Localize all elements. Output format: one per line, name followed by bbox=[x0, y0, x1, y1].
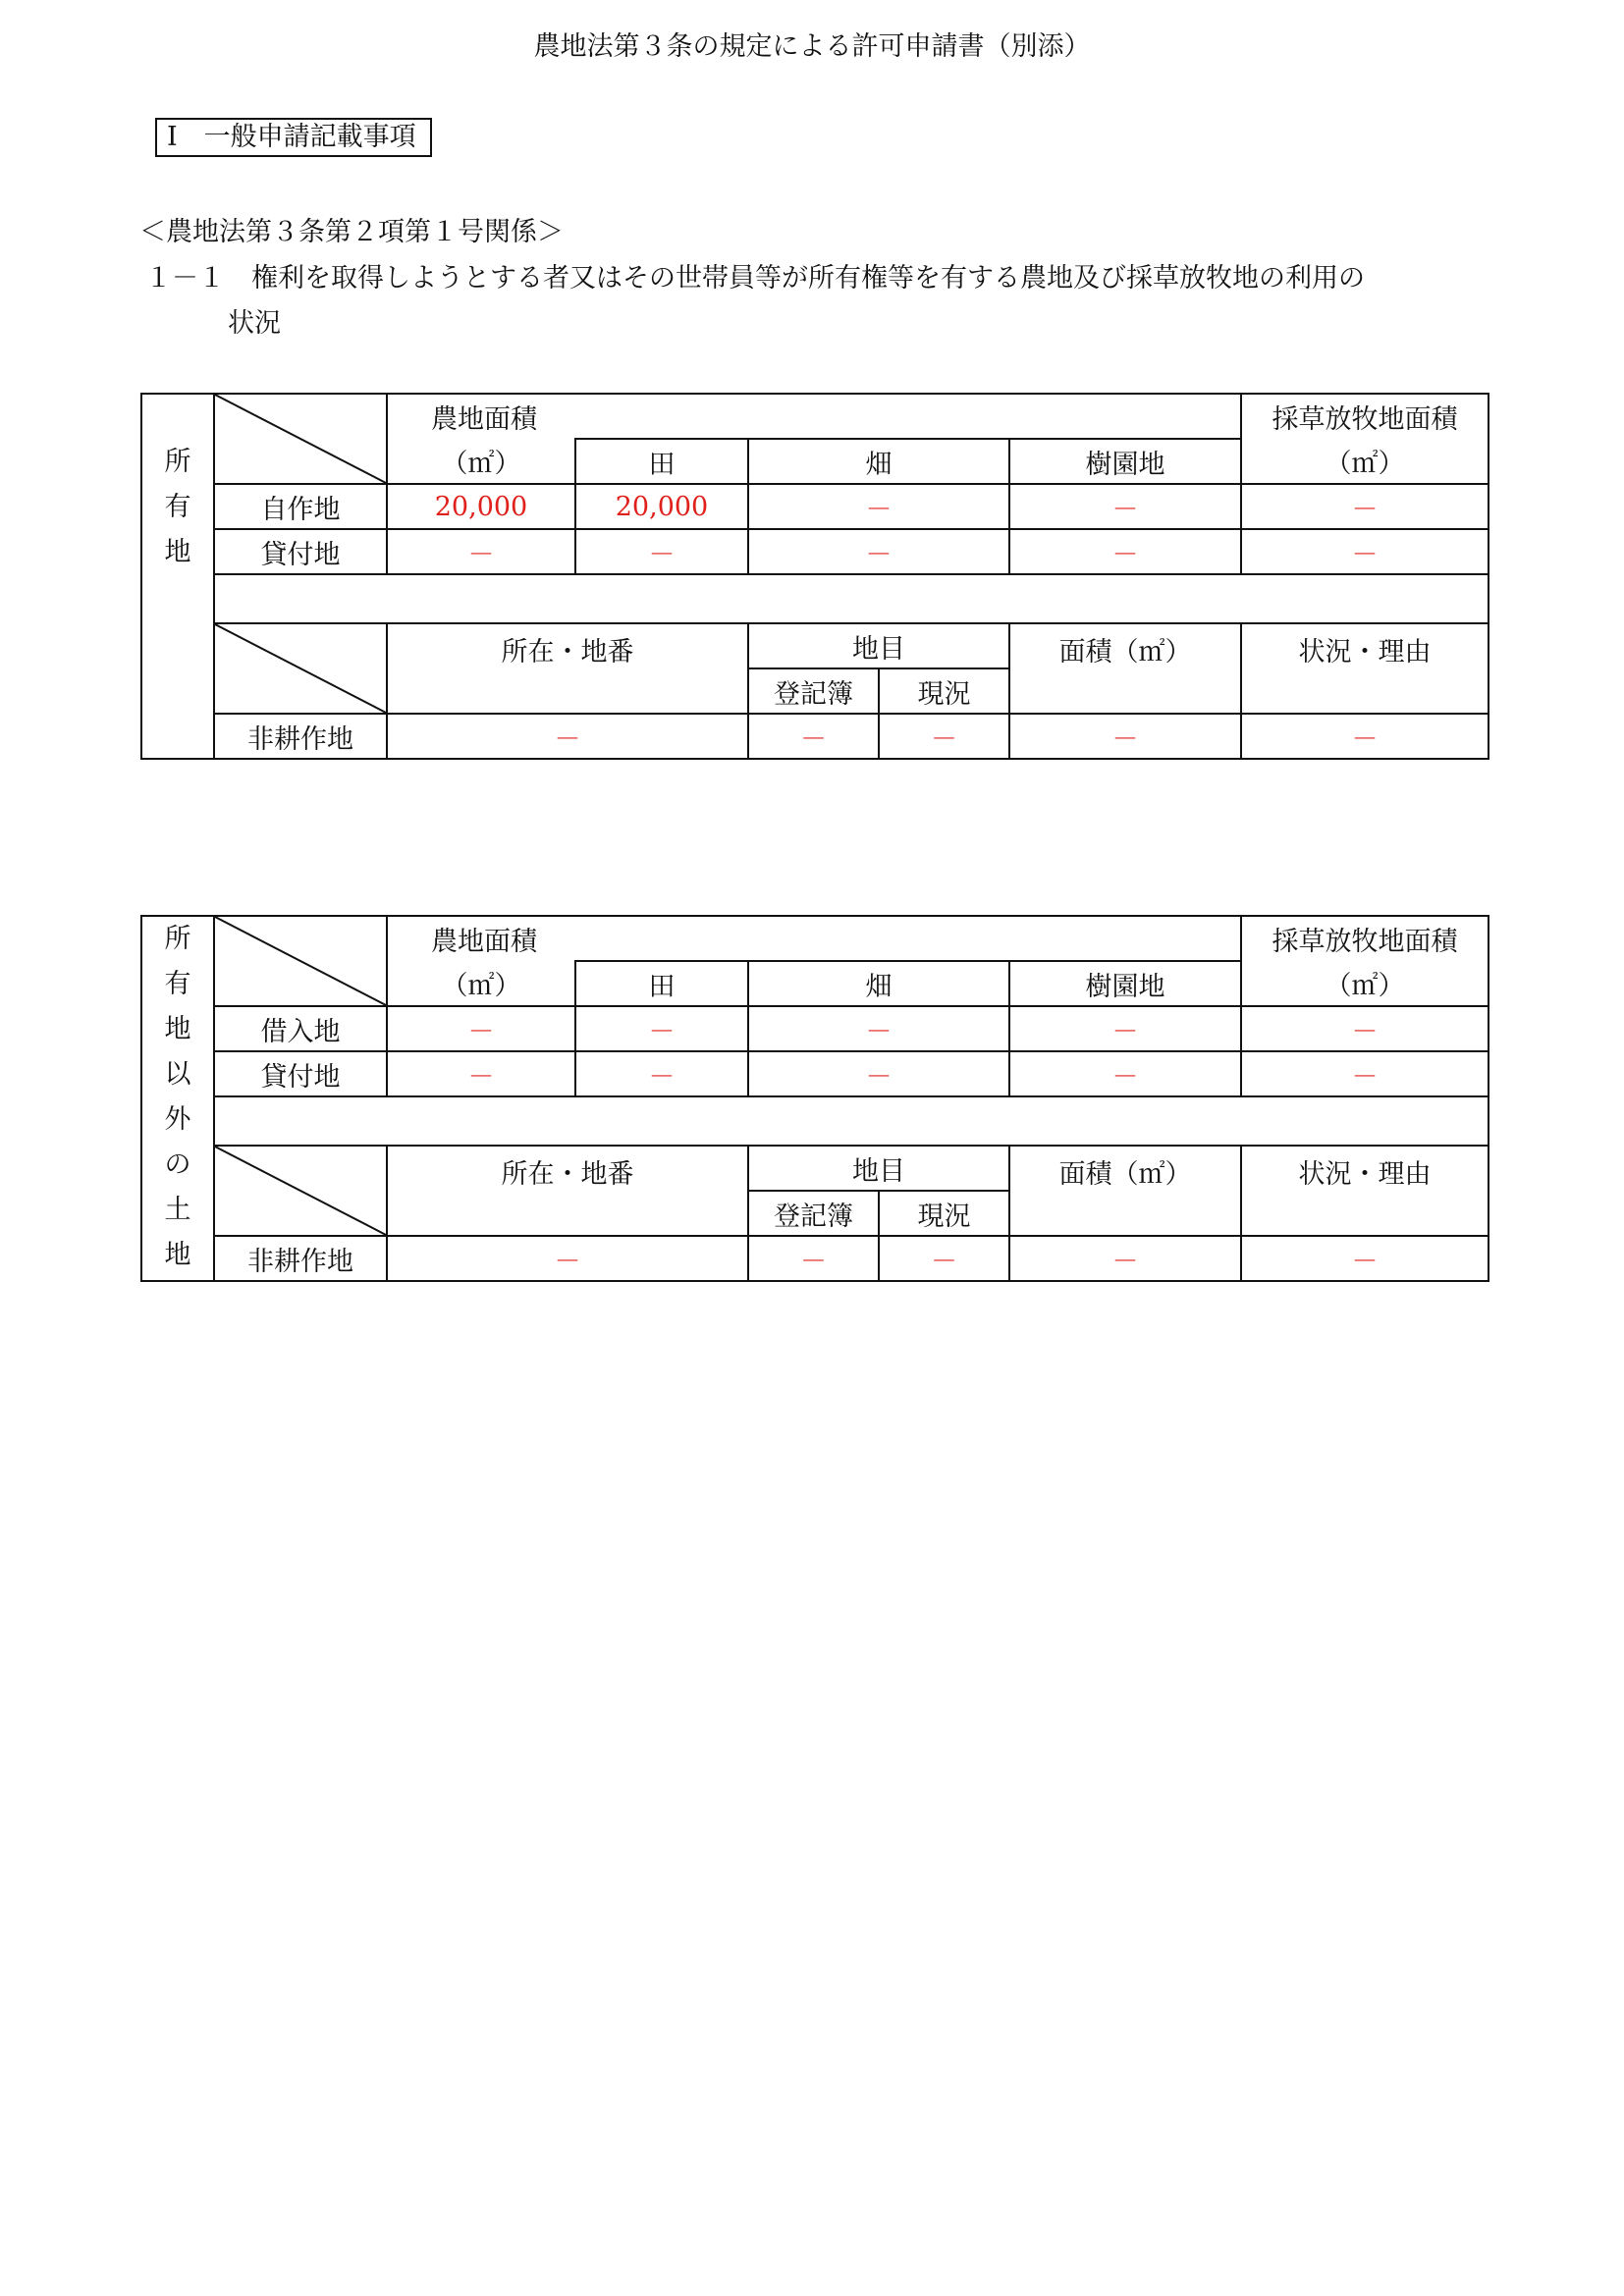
table-row bbox=[141, 484, 1489, 529]
farm-area-value: － bbox=[387, 529, 575, 574]
location-header: 所在・地番 bbox=[387, 623, 748, 714]
land-category-header: 地目 bbox=[748, 623, 1009, 668]
field-header: 畑 bbox=[748, 439, 1009, 484]
table-row bbox=[141, 529, 1489, 574]
row-label: 貸付地 bbox=[214, 1051, 387, 1096]
orchard-header: 樹園地 bbox=[1009, 439, 1241, 484]
side-label-non-owned: 所 有 地 以 外 の 土 地 bbox=[141, 916, 214, 1281]
orchard-header: 樹園地 bbox=[1009, 961, 1241, 1006]
farm-area-header: 農地面積 bbox=[387, 394, 1241, 439]
spacer-row bbox=[214, 574, 1489, 623]
location-value: － bbox=[387, 714, 748, 759]
register-header: 登記簿 bbox=[748, 1191, 879, 1236]
law-heading: ＜農地法第３条第２項第１号関係＞ bbox=[139, 217, 564, 247]
status-value: － bbox=[1241, 1236, 1489, 1281]
field-value: － bbox=[748, 484, 1009, 529]
row-label: 自作地 bbox=[214, 484, 387, 529]
pasture-value: － bbox=[1241, 484, 1489, 529]
pasture-unit: （㎡） bbox=[1241, 439, 1489, 484]
farm-area-unit: （㎡） bbox=[387, 961, 575, 1006]
register-value: － bbox=[748, 714, 879, 759]
field-value: － bbox=[748, 529, 1009, 574]
pasture-area-header: 採草放牧地面積 bbox=[1241, 916, 1489, 961]
table-row bbox=[141, 714, 1489, 759]
paddy-header: 田 bbox=[575, 439, 748, 484]
current-value: － bbox=[879, 1236, 1009, 1281]
field-value: － bbox=[748, 1006, 1009, 1051]
spacer-row bbox=[214, 1096, 1489, 1146]
farm-area-unit: （㎡） bbox=[387, 439, 575, 484]
diagonal-header-cell bbox=[214, 1146, 387, 1236]
farm-area-header: 農地面積 bbox=[387, 916, 1241, 961]
pasture-value: － bbox=[1241, 1006, 1489, 1051]
document-title: 農地法第３条の規定による許可申請書（別添） bbox=[533, 31, 1091, 62]
diagonal-header-cell bbox=[214, 623, 387, 714]
current-header: 現況 bbox=[879, 1191, 1009, 1236]
field-header: 畑 bbox=[748, 961, 1009, 1006]
status-reason-header: 状況・理由 bbox=[1241, 1146, 1489, 1236]
orchard-value: － bbox=[1009, 529, 1241, 574]
location-header: 所在・地番 bbox=[387, 1146, 748, 1236]
paddy-value: － bbox=[575, 1006, 748, 1051]
diagonal-header-cell bbox=[214, 394, 387, 484]
register-value: － bbox=[748, 1236, 879, 1281]
current-header: 現況 bbox=[879, 668, 1009, 714]
paddy-header: 田 bbox=[575, 961, 748, 1006]
pasture-value: － bbox=[1241, 529, 1489, 574]
row-label: 非耕作地 bbox=[214, 1236, 387, 1281]
item-1-1-line1: １－１ 権利を取得しようとする者又はその世帯員等が所有権等を有する農地及び採草放牧地の利用の bbox=[145, 263, 1365, 294]
paddy-value: － bbox=[575, 1051, 748, 1096]
area-value: － bbox=[1009, 1236, 1241, 1281]
farm-area-value: － bbox=[387, 1051, 575, 1096]
pasture-value: － bbox=[1241, 1051, 1489, 1096]
pasture-area-header: 採草放牧地面積 bbox=[1241, 394, 1489, 439]
area-header: 面積（㎡） bbox=[1009, 1146, 1241, 1236]
orchard-value: － bbox=[1009, 484, 1241, 529]
area-value: － bbox=[1009, 714, 1241, 759]
table-row bbox=[141, 1006, 1489, 1051]
orchard-value: － bbox=[1009, 1006, 1241, 1051]
location-value: － bbox=[387, 1236, 748, 1281]
orchard-value: － bbox=[1009, 1051, 1241, 1096]
diagonal-header-cell bbox=[214, 916, 387, 1006]
row-label: 借入地 bbox=[214, 1006, 387, 1051]
register-header: 登記簿 bbox=[748, 668, 879, 714]
table-row bbox=[141, 1236, 1489, 1281]
farm-area-value: 20,000 bbox=[387, 484, 575, 529]
farm-area-value: － bbox=[387, 1006, 575, 1051]
row-label: 貸付地 bbox=[214, 529, 387, 574]
owned-land-table bbox=[140, 393, 1489, 760]
status-reason-header: 状況・理由 bbox=[1241, 623, 1489, 714]
table-row bbox=[141, 1051, 1489, 1096]
section-label: Ⅰ 一般申請記載事項 bbox=[155, 118, 432, 157]
paddy-value: － bbox=[575, 529, 748, 574]
land-category-header: 地目 bbox=[748, 1146, 1009, 1191]
item-1-1-line2: 状況 bbox=[228, 308, 281, 339]
side-label-owned: 所 有 地 bbox=[141, 394, 214, 759]
field-value: － bbox=[748, 1051, 1009, 1096]
paddy-value: 20,000 bbox=[575, 484, 748, 529]
pasture-unit: （㎡） bbox=[1241, 961, 1489, 1006]
current-value: － bbox=[879, 714, 1009, 759]
row-label: 非耕作地 bbox=[214, 714, 387, 759]
area-header: 面積（㎡） bbox=[1009, 623, 1241, 714]
non-owned-land-table bbox=[140, 915, 1489, 1282]
status-value: － bbox=[1241, 714, 1489, 759]
